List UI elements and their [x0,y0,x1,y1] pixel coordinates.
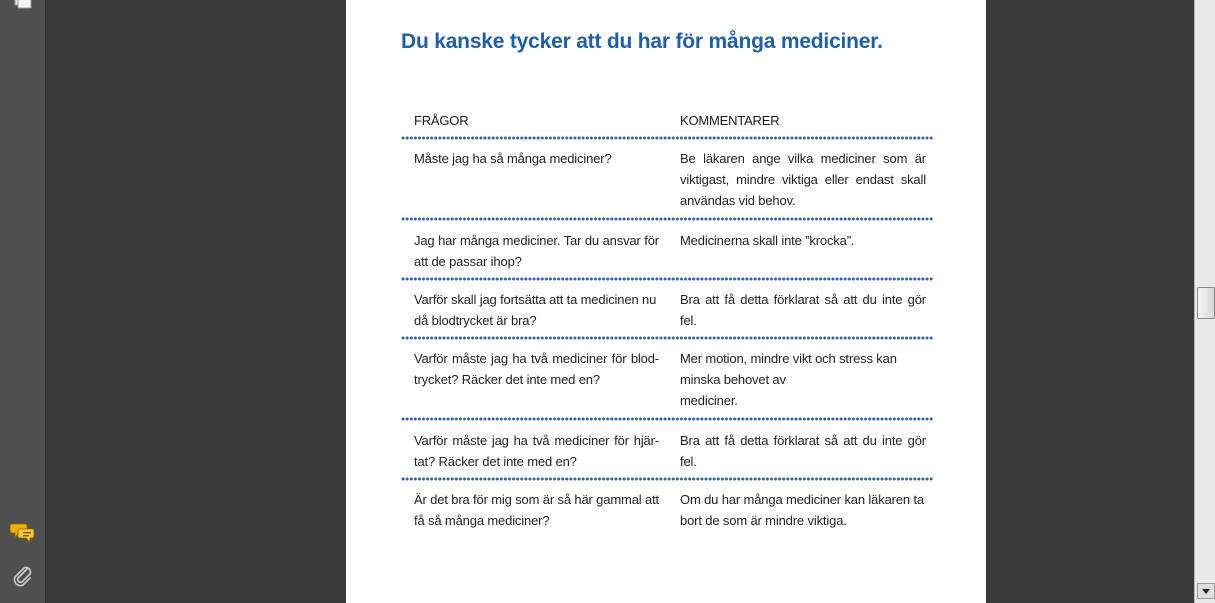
dotted-divider [401,477,933,481]
table-row-comment: Bra att få detta förklarat så att du inte gör fel. [680,433,926,469]
pages-icon[interactable] [10,0,36,12]
table-row-question: Varför skall jag fortsätta att ta medicinen nu då blodtrycket är bra? [414,292,657,328]
navigation-panel [0,0,46,603]
table-row-comment: Medicinerna skall inte ”krocka”. [680,233,855,248]
table-row-comment: Bra att få detta förklarat så att du inte gör fel. [680,292,926,328]
attachment-icon[interactable] [10,563,36,589]
table-header-questions: FRÅGOR [414,113,469,128]
dotted-divider [401,277,933,281]
scrollbar-thumb[interactable] [1197,287,1215,319]
document-page [346,0,986,603]
document-viewport [46,0,1194,603]
table-row-question: Jag har många mediciner. Tar du ansvar för att de passar ihop? [414,233,659,269]
comment-icon[interactable] [10,520,36,546]
table-row-comment: Om du har många mediciner kan läkaren ta bort de som är mindre viktiga. [680,492,925,528]
page-title: Du kanske tycker att du har för många mediciner. [401,30,883,53]
dotted-divider [401,136,933,140]
vertical-scrollbar[interactable] [1194,0,1215,603]
scroll-down-arrow-icon[interactable] [1197,583,1215,599]
table-row-comment: Be läkaren ange vilka mediciner som är viktigast, mindre viktiga eller endast skall användas vid behov. [680,151,926,208]
table-row-question: Varför måste jag ha två mediciner för blod-trycket? Räcker det inte med en? [414,351,659,387]
table-row-comment: Mer motion, mindre vikt och stress kan minska behovet av mediciner. [680,351,897,408]
dotted-divider [401,417,933,421]
dotted-divider [401,336,933,340]
table-header-comments: KOMMENTARER [680,113,780,128]
dotted-divider [401,217,933,221]
table-row-question: Måste jag ha så många mediciner? [414,151,612,166]
table-row-question: Varför måste jag ha två mediciner för hjär-tat? Räcker det inte med en? [414,433,659,469]
table-row-question: Är det bra för mig som är så här gammal att få så många mediciner? [414,492,659,528]
